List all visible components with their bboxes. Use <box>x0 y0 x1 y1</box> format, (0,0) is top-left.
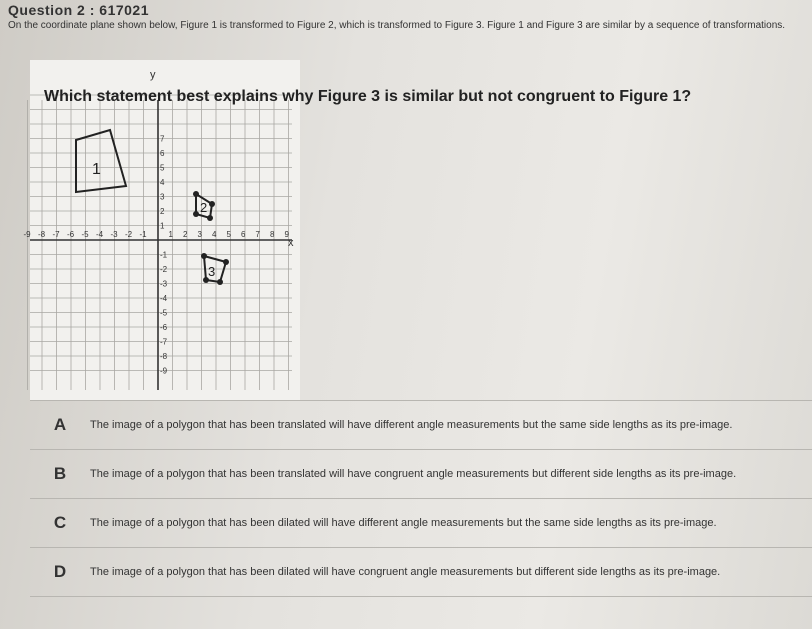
x-tick-label: -3 <box>110 230 118 239</box>
y-tick-label: 4 <box>160 178 165 187</box>
x-tick-label: -1 <box>139 230 147 239</box>
x-axis-label: x <box>288 237 294 249</box>
y-tick-label: -6 <box>160 323 168 332</box>
y-tick-label: -4 <box>160 294 168 303</box>
x-tick-label: 6 <box>241 230 246 239</box>
answer-choices <box>30 400 812 597</box>
y-tick-label: -5 <box>160 308 168 318</box>
choice-c[interactable] <box>30 498 812 547</box>
x-tick-label: 9 <box>284 230 289 239</box>
y-tick-label: 3 <box>160 192 165 202</box>
choice-letter: B <box>53 464 67 483</box>
y-tick-label: -9 <box>160 366 168 376</box>
figure-1-label: 1 <box>92 161 101 178</box>
x-tick-label: 7 <box>255 230 260 239</box>
choice-letter: A <box>53 415 67 434</box>
choice-text: The image of a polygon that has been translated will have congruent angle measurements but different side lengths as its pre-image. <box>90 468 737 480</box>
question-prompt: Which statement best explains why Figure 3 is similar but not congruent to Figure 1? <box>44 88 692 105</box>
x-tick-label: 3 <box>197 230 202 239</box>
x-tick-label: -5 <box>81 230 89 239</box>
x-tick-label: -2 <box>125 230 133 239</box>
choice-letter: C <box>53 513 67 532</box>
x-tick-label: -6 <box>67 230 75 239</box>
x-tick-label: 8 <box>270 230 275 239</box>
y-axis-label: y <box>150 69 156 81</box>
choice-text: The image of a polygon that has been dilated will have congruent angle measurements but different side lengths as its pre-image. <box>90 566 721 578</box>
choice-text: The image of a polygon that has been dilated will have different angle measurements but the same side lengths as its pre-image. <box>90 517 717 529</box>
choice-text: The image of a polygon that has been translated will have different angle measurements but the same side lengths as its pre-image. <box>90 419 733 431</box>
x-tick-label: 1 <box>168 230 173 239</box>
y-tick-label: -8 <box>160 352 168 361</box>
coordinate-grid <box>23 60 300 400</box>
y-tick-label: 2 <box>160 207 165 216</box>
x-tick-label: -8 <box>38 230 46 239</box>
choice-b[interactable] <box>30 449 812 498</box>
y-tick-label: -7 <box>160 337 168 347</box>
y-tick-label: -1 <box>160 250 168 260</box>
y-tick-label: 6 <box>160 149 165 158</box>
x-tick-label: -7 <box>52 230 60 239</box>
y-tick-label: -3 <box>160 279 168 289</box>
x-tick-label: 5 <box>226 230 231 239</box>
y-tick-label: 1 <box>160 221 165 231</box>
y-tick-label: 7 <box>160 134 165 144</box>
choice-d[interactable] <box>30 547 812 597</box>
choice-letter: D <box>53 562 67 581</box>
question-number: Question 2 : 617021 <box>8 2 150 18</box>
x-tick-label: 2 <box>183 230 188 239</box>
question-intro: On the coordinate plane shown below, Figure 1 is transformed to Figure 2, which is transformed to Figure 3. Figure 1 and Figure 3 are similar by a sequence of transformations. <box>8 20 786 31</box>
y-tick-label: -2 <box>160 265 168 274</box>
y-tick-label: 5 <box>160 163 165 173</box>
x-tick-label: -9 <box>23 230 31 239</box>
x-tick-label: -4 <box>96 230 104 239</box>
x-tick-label: 4 <box>212 230 217 239</box>
figure-2-label: 2 <box>200 200 208 215</box>
choice-a[interactable] <box>30 400 812 449</box>
figure-3-label: 3 <box>208 264 216 279</box>
